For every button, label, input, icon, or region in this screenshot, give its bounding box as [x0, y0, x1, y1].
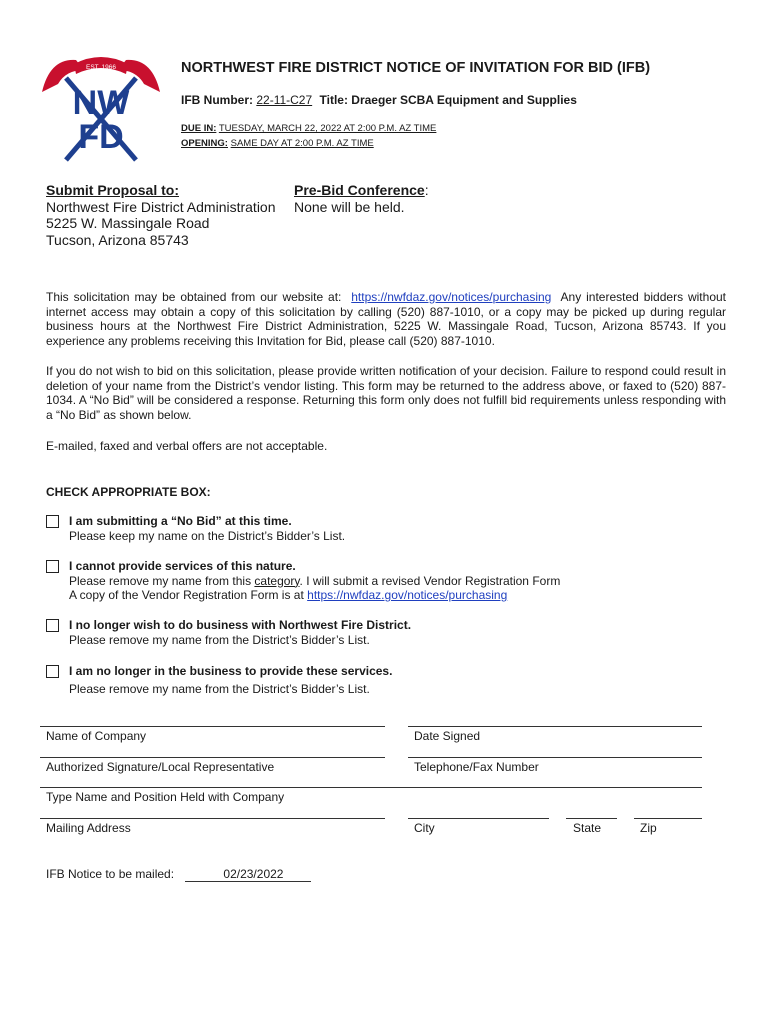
- option-no-longer-in-business: [46, 664, 392, 696]
- type-name-line[interactable]: [40, 787, 702, 788]
- option-description: Please keep my name on the District’s Bidder’s List.: [69, 528, 346, 543]
- solicitation-paragraph: [46, 290, 726, 348]
- no-bid-checkbox[interactable]: [46, 515, 59, 528]
- p1-text-b: Any interested bidders without internet access may obtain a copy of this solicitation by calling (520) 887-1010, or a copy may be picked up during regular business hours at the Northwest Fire District Administration, 5225 W. Massingale Road, Tucson, Arizona 85743. If you experience any problems receiving this Invitation for Bid, please call (520) 887-1010.: [46, 290, 726, 348]
- logo-ribbon-text: EST. 1966: [86, 64, 116, 71]
- type-name-label: Type Name and Position Held with Company: [46, 790, 285, 804]
- ifb-number: 22-11-C27: [256, 93, 313, 107]
- due-label: DUE IN:: [181, 123, 217, 134]
- category-link[interactable]: category: [254, 573, 300, 588]
- date-signed-line[interactable]: [408, 726, 702, 727]
- option-description-b: . I will submit a revised Vendor Registration Form: [299, 573, 561, 588]
- mailing-label: Mailing Address: [46, 821, 131, 835]
- due-date-line: [181, 123, 436, 134]
- company-line[interactable]: [40, 726, 385, 727]
- no-longer-wish-checkbox[interactable]: [46, 619, 59, 632]
- option-title: I no longer wish to do business with Northwest Fire District.: [69, 618, 412, 632]
- submit-address-line1: Northwest Fire District Administration: [46, 198, 276, 215]
- vendor-form-link[interactable]: https://nwfdaz.gov/notices/purchasing: [307, 588, 508, 603]
- offers-notice: E-mailed, faxed and verbal offers are not acceptable.: [46, 439, 328, 453]
- state-line[interactable]: [566, 818, 617, 819]
- signature-line[interactable]: [40, 757, 385, 758]
- nwfd-logo: [36, 48, 166, 166]
- city-label: City: [414, 821, 435, 835]
- due-value: TUESDAY, MARCH 22, 2022 AT 2:00 P.M. AZ TIME: [218, 123, 437, 134]
- phone-line[interactable]: [408, 757, 702, 758]
- prebid-heading: Pre-Bid Conference: [294, 182, 425, 198]
- state-label: State: [573, 821, 602, 835]
- mailed-date-line: [46, 867, 311, 882]
- submit-proposal-block: [46, 182, 276, 248]
- mailing-line[interactable]: [40, 818, 385, 819]
- option-title: I cannot provide services of this nature.: [69, 559, 296, 573]
- ifb-line: [181, 93, 577, 107]
- option-title: I am no longer in the business to provide these services.: [69, 664, 393, 678]
- company-label: Name of Company: [46, 729, 147, 743]
- signature-label: Authorized Signature/Local Representative: [46, 760, 275, 774]
- no-bid-paragraph: If you do not wish to bid on this solicitation, please provide written notification of your decision. Failure to respond could result in deletion of your name from the District’s vendor listing. This form may be returned to the address above, or faxed to (520) 887-1034. A “No Bid” will be considered a response. Returning this form only does not fulfill bid requirements unless responding with a “No Bid” as shown below.: [46, 364, 726, 422]
- opening-line: [181, 138, 374, 149]
- logo-monogram-top: NW: [72, 84, 130, 122]
- option-description-c: A copy of the Vendor Registration Form is at: [69, 588, 304, 603]
- city-line[interactable]: [408, 818, 549, 819]
- option-no-bid: [46, 514, 345, 543]
- prebid-conference-block: [294, 182, 429, 215]
- option-no-longer-business-nwfd: [46, 618, 411, 647]
- cannot-provide-checkbox[interactable]: [46, 560, 59, 573]
- mailed-date: 02/23/2022: [185, 867, 311, 882]
- date-signed-label: Date Signed: [414, 729, 481, 743]
- option-description: Please remove my name from the District’s Bidder’s List.: [69, 632, 370, 647]
- phone-label: Telephone/Fax Number: [414, 760, 539, 774]
- no-longer-in-business-checkbox[interactable]: [46, 665, 59, 678]
- zip-label: Zip: [640, 821, 657, 835]
- axe-shield-emblem-icon: [36, 48, 166, 166]
- mailed-label: IFB Notice to be mailed:: [46, 867, 175, 881]
- p1-text-a: This solicitation may be obtained from our website at:: [46, 290, 342, 304]
- option-description: Please remove my name from the District’s Bidder’s List.: [69, 681, 370, 696]
- check-heading: CHECK APPROPRIATE BOX:: [46, 485, 211, 499]
- zip-line[interactable]: [634, 818, 702, 819]
- option-title: I am submitting a “No Bid” at this time.: [69, 514, 292, 528]
- prebid-text: None will be held.: [294, 198, 405, 215]
- prebid-colon: :: [424, 182, 429, 198]
- option-description-a: Please remove my name from this: [69, 573, 252, 588]
- ifb-title: Title: Draeger SCBA Equipment and Supplies: [319, 93, 577, 107]
- opening-label: OPENING:: [181, 138, 228, 149]
- logo-monogram-bottom: FD: [78, 118, 124, 156]
- option-cannot-provide: [46, 559, 560, 603]
- ifb-label: IFB Number:: [181, 93, 253, 107]
- opening-value: SAME DAY AT 2:00 P.M. AZ TIME: [230, 138, 374, 149]
- page-title: NORTHWEST FIRE DISTRICT NOTICE OF INVITATION FOR BID (IFB): [181, 60, 651, 76]
- purchasing-link[interactable]: https://nwfdaz.gov/notices/purchasing: [351, 290, 552, 304]
- submit-address-line3: Tucson, Arizona 85743: [46, 231, 189, 248]
- submit-heading: Submit Proposal to:: [46, 182, 179, 198]
- submit-address-line2: 5225 W. Massingale Road: [46, 215, 210, 231]
